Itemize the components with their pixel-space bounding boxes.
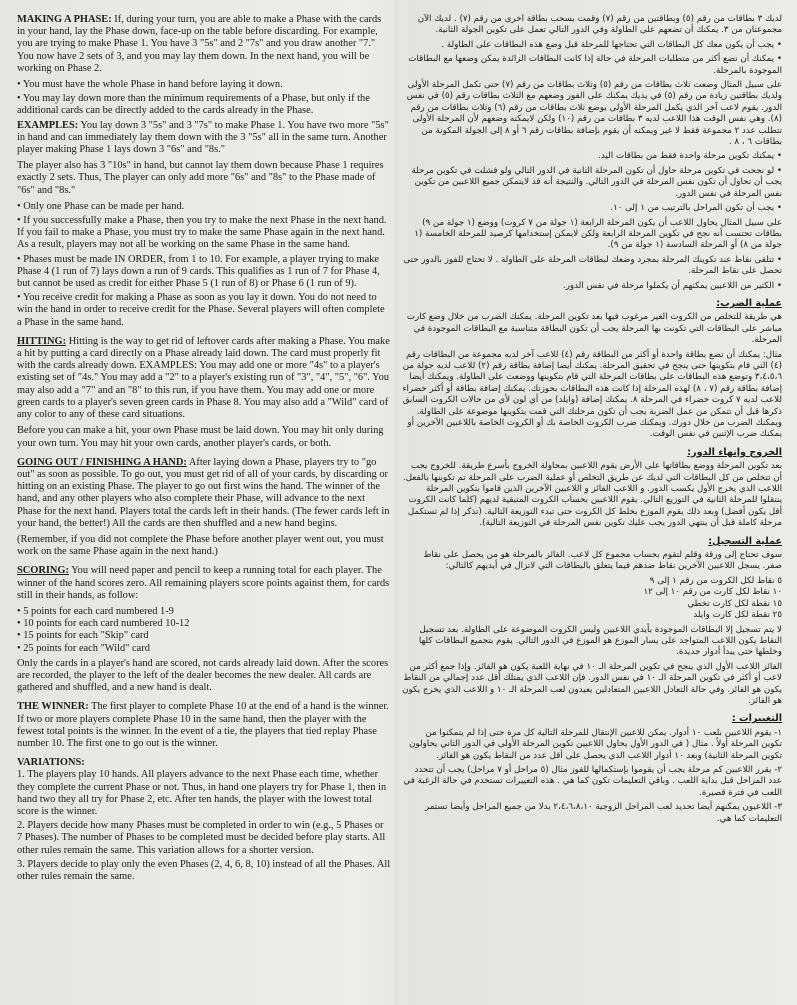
- arabic-scoring-1: سوف تحتاج إلى ورقة وقلم لتقوم بحساب مجموع كل لاعب. الفائز بالمرحلة هو من يحصل على نقاط صفر. يسجل اللاعبين الآخرين نقاط ضدهم فيما يتعلق بالبطاقات التي لاتزال في أيديهم كالتالي:: [423, 550, 782, 572]
- arabic-hitting-heading: عملية الضرب:: [716, 297, 782, 309]
- list-item: ١٠ نقاط لكل كارت من رقم ١٠ إلى ١٢: [643, 587, 782, 598]
- winner-section: [17, 701, 391, 750]
- going-out-note: (Remember, if you did not complete the Phase before another player went out, you must work on the same Phase again in the next hand.): [17, 533, 384, 558]
- scoring-text-1: You will need paper and pencil to keep a running total for each player. The: [71, 565, 382, 577]
- arabic-variation-1: ١- يقوم اللاعبين بلعب ١٠ أدوار. يمكن للاعبين الإنتقال للمرحلة التالية كل مرة حتى إذا لم يتمكنوا من تكوين المرحلة أولاً . مثال ( في الدور الأول يحاول اللاعبين تكوين المرحلة الأولى في الدور الثاني يحاولون تكوين المرحلة الثانية) وبعد ١٠ أدوار اللاعب الذي يحصل على أقل عدد من النقاط يكون هو الفائز.: [409, 727, 782, 761]
- going-out-text: After laying down a Phase, players try to "go out" as soon as possible. To go out, you must get rid of all of your cards, by discarding or hitting on an existing Phase. The player to go out first wins the hand. The winner of the hand, and any other players who also complete their Phase, will advance to the next Phase for the next hand. Players total the cards left in their hands. (The fewer cards left in your hand, the better!) All the cards are then shuffled and a new hand begins.: [17, 456, 390, 529]
- variations-section: [17, 757, 391, 883]
- arabic-para-7: • يجب أن تكون المراحل بالترتيب من ١ إلى ١٠.: [610, 203, 782, 214]
- list-item: • 10 points for each card numbered 10-12: [17, 618, 190, 630]
- making-phase-intro: If, during your turn, you are able to make a Phase with the cards in your hand, lay the Phase down, face-up on the table before discarding. For example, you are trying to make Phase 1. You have 3 "5s" and 2 "7s" and you draw another "7." You now have 2 sets of 3, and you may lay them down. In the next hand, you will be working on Phase 2.: [17, 14, 382, 74]
- going-out-section: [17, 457, 391, 559]
- making-phase-bullet-1: • You must have the whole Phase in hand before laying it down.: [17, 79, 283, 91]
- winner-text: The first player to complete Phase 10 at the end of a hand is the winner. If two or more players complete Phase 10 in the same hand, then the player with the fewest total points is the winner. In the event of a tie, the players that tied replay Phase number 10. The first one to go out is the winner.: [17, 701, 389, 749]
- arabic-going-out-heading: الخروج وإنهاء الدور:: [687, 446, 782, 458]
- scoring-para-2: Only the cards in a player's hand are scored, not cards already laid down. After the scores are recorded, the player to the left of the dealer becomes the new dealer. All cards are gathered and shuffled, and a new hand is dealt.: [17, 657, 389, 694]
- list-item: ٢٥ نقطة لكل كارت وايلد: [693, 610, 782, 621]
- arabic-para-6: • لو نجحت في تكوين مرحلة حاول أن تكون المرحلة الثانية في الدور التالي ولو فشلت في تكوين مرحلة يجب أن تحاول أن تكون نفس المرحلة في الدور التالي. والنتيجة أنه قد لايتمكن جميع اللاعبين من تكوين نفس المرحلة في نفس الدور.: [411, 165, 782, 199]
- making-phase-bullet-3: • Only one Phase can be made per hand.: [17, 200, 185, 212]
- list-item: ٥ نقاط لكل الكروت من رقم ١ إلى ٩: [649, 575, 782, 586]
- arabic-para-8: على سبيل المثال يحاول اللاعب أن يكون المرحلة الرابعة (١ جولة من ٧ كروت) ووضع (١ جولة من ٩) بطاقات تحتسب أنه نجح في تكوين المرحلة الرابعة ولكن لايمكن إستخدامها كرصيد للمرحلة الخامسة (١ جولة من ٨) أو المرحلة السادسة (١ جولة من ٩).: [414, 217, 782, 251]
- arabic-hitting-1: هي طريقة للتخلص من الكروت الغير مرغوب فيها بعد تكوين المرحلة. يمكنك الضرب من خلال وضع كارت مباشر على البطاقات التي تكونت بها المرحلة يجب أن تكون البطاقة متناسبة مع البطاقات الموجودة في المرحلة.: [406, 312, 782, 346]
- arabic-para-9: • تتلقى نقاط عند تكوينك المرحلة بمجرد وضعك لبطاقات المرحلة على الطاولة . لا تحتاج للفوز بالدور حتى تحصل على نقاط المرحلة.: [403, 254, 782, 277]
- making-phase-bullet-4: • If you successfully make a Phase, then you try to make the next Phase in the next hand. If you fail to make a Phase, you must try to make the same Phase again in the next hand. As a result, players may not all be working on the same Phase in the same hand.: [17, 215, 387, 251]
- going-out-heading: GOING OUT / FINISHING A HAND:: [17, 456, 187, 468]
- winner-heading: THE WINNER:: [17, 701, 89, 713]
- hitting-para-2: Before you can make a hit, your own Phase must be laid down. You may hit only during your own turn. You may hit your own cards, another player's cards, or both.: [17, 425, 384, 449]
- scoring-list: [17, 606, 391, 655]
- arabic-scoring-heading: عملية التسجيل:: [708, 535, 782, 547]
- arabic-variation-2: ٢- يقرر اللاعبين كم مرحلة يجب أن يقوموا بإستكمالها للفوز مثال (٥ مراحل أو ٧ مراحل) يجب أن تتحدد عدد المراحل قبل بداية اللعب . وباقي التعليمات تكون كما هي . هذه التغييرات تستخدم في حالة الرغبة في اللعب في فترة قصيرة.: [403, 764, 782, 798]
- hitting-heading: HITTING:: [17, 335, 67, 347]
- arabic-para-10: • الكثير من اللاعبين يمكنهم أن يكملوا مرحلة في نفس الدور.: [562, 280, 782, 291]
- examples-label: EXAMPLES:: [17, 119, 79, 131]
- arabic-para-2: • يجب أن يكون معك كل البطاقات التي تحتاجها للمرحلة قبل وضع هذه البطاقات على الطاولة .: [441, 39, 782, 50]
- arabic-para-4: على سبيل المثال وضعت ثلاث بطاقات من رقم (٥) وثلاث بطاقات من رقم (٧) حتى تكمل المرحلة الأولى ولديك بطاقتين زيادة من رقم (٥) في يديك يمكنك على الفور وضعهم مع الثلاث بطاقات رقم (٥) في نفس الدور. يقوم لاعب آخر الذي يكمل المرحلة الأولى بوضع ثلاث بطاقات من رقم (٦) وثلاث بطاقات من رقم (٨). وهي نفس الوقت هذا اللاعب لديه ٣ بطاقات من رقم (١٠) ولكن لايمكنه وضعهم لأن المرحلة الأولى تتطلب عدد ٢ مجموعة فقط لا غير ويمكنه أن يقوم بإضافة بطاقات رقم ٦ أو ٨ إلى الجولة المكونة من بطاقات ٦ ، ٨ .: [406, 80, 782, 148]
- arabic-scoring-2: لا يتم تسجيل إلا البطاقات الموجودة بأيدي اللاعبين وليس الكروت الموضوعة على الطاولة. بعد تسجيل النقاط يكون اللاعب المتواجد على يسار الموزع هو الموزع في الدور التالي. يقوم بتجميع البطاقات كلها وخلطها حتى يبدأ أدوار جديدة.: [418, 624, 782, 658]
- list-item: ١٥ نقطة لكل كارت تخطي: [687, 598, 782, 609]
- arabic-para-3: • يمكنك أن تضع أكثر من متطلبات المرحلة في حالة إذا كانت البطاقات الزائدة يمكن وضعها مع البطاقات الموجودة بالمرحلة.: [408, 54, 782, 76]
- arabic-rules-column: [402, 14, 782, 999]
- scoring-heading: SCORING:: [17, 565, 69, 577]
- hitting-section: [17, 336, 391, 450]
- arabic-scoring-list: [402, 576, 782, 622]
- arabic-para-1: لديك ٣ بطاقات من رقم (٥) وبطاقتين من رقم (٧) وقمت بسحب بطاقة أخرى من رقم (٧) . لديك الآن مجموعتان من ٣. يمكنك أن تضعهم على الطاولة وفي الدور التالي تعمل على تكوين الجولة الثانية.: [417, 14, 782, 36]
- making-phase-heading: MAKING A PHASE:: [17, 14, 112, 25]
- making-phase-bullet-2: • You may lay down more than the minimum requirements of a Phase, but only if the additional cards can be directly added to the cards already in the Phase.: [17, 93, 370, 117]
- arabic-going-out-1: بعد تكوين المرحلة ووضع بطاقاتها على الأرض يقوم اللاعبين بمحاولة الخروج بأسرع طريقة. للخروج يجب أن تتخلص من كل البطاقات التي لديك عن طريق التخلص أو عملية الضرب على المرحلة تم تكوينها بالفعل. اللاعب الذي يخرج الأول يكسب الدور. و اللاعب الفائز و اللاعبين الآخرين الذين قاموا بتكوين المرحلة ينتقلوا للمرحلة الثانية في التوزيع التالي. يقوم اللاعبين بحساب الكروت المتبقية لديهم (كلما كانت الكروت أقل يكون أفضل) وبعد ذلك يقوم الموزع بخلط كل الكروت حتى تبدء التوزيعة التالية. (تذكر إذا لم تستكمل مرحلة كاملة قبل أن ينتهي الدور يجب عليك تكوين نفس المرحلة في التوزيعة التالية).: [402, 461, 782, 529]
- variations-heading: VARIATIONS:: [17, 757, 85, 769]
- hitting-text: Hitting is the way to get rid of leftover cards after making a Phase. You make a hit by putting a card directly on a Phase already laid down. The card must properly fit with the cards already down. EXAMPLES: You may add one or more "4s" to a player's existing set of "4s." You may add a "2" to a player's existing run of "3", "4", "5", "6". You may also add a "7" and an "8" to this run, if you have them. You may add one or more green cards to a player's seven green cards in Phase 8. You may also add a "Wild" card of any color to any of these card situations.: [17, 335, 390, 421]
- list-item: • 5 points for each card numbered 1-9: [17, 605, 174, 617]
- arabic-para-5: • يمكنك تكوين مرحلة واحدة فقط من بطاقات اليد.: [598, 151, 782, 162]
- arabic-variation-3: ٣- اللاعبون يمكنهم أيضا تحديد لعب المراحل الزوجية ٢،٤،٦،٨،١٠ بدلا من جميع المراحل وأيضا تستمر التعليمات كما هي.: [424, 802, 782, 824]
- making-phase-examples: You lay down 3 "5s" and 3 "7s" to make Phase 1. You have two more "5s" in hand and can immediately lay them down with the 3 "5s" all in the same turn. Another player making Phase 1 lays down 3 "6s" and "8s.": [17, 119, 389, 156]
- making-phase-bullet-6: • You receive credit for making a Phase as soon as you lay it down. You do not need to win the hand in order to receive credit for the Phase. Several players will often complete a Phase in the same hand.: [17, 292, 385, 328]
- making-phase-section: [17, 14, 391, 329]
- making-phase-para-2: The player also has 3 "10s" in hand, but cannot lay them down because Phase 1 requires exactly 2 sets. Thus, The player can only add more "6s" and "8s" to the Phase made of "6s" and "8s.": [17, 160, 384, 196]
- variation-1: 1. The players play 10 hands. All players advance to the next Phase each time, whether they complete the current Phase or not. Thus, in hand one players try for Phase 1, then in hand two they all try for Phase 2, etc. After ten hands, the player with the lowest total score is the winner.: [17, 769, 387, 817]
- arabic-variations-heading: التغييرات :: [731, 713, 782, 725]
- list-item: • 15 points for each "Skip" card: [17, 630, 149, 642]
- arabic-winner: الفائز اللاعب الأول الذي ينجح في تكوين المرحلة الـ ١٠ في نهاية اللعبة يكون هو الفائز. وإذا جمع أكثر من لاعب أو أكثر في تكوين المرحلة الـ ١٠ في نفس الدور. فإن اللاعب الذي يمتلك أقل عدد إجمالي من النقاط يكون هو الفائز. وفي حالة التعادل اللاعبين المتعادلين يعيدون لعب المرحلة الـ ١٠ و اللاعب الذي يخرج يكون هو الفائز.: [402, 661, 782, 706]
- variation-3: 3. Players decide to play only the even Phases (2, 4, 6, 8, 10) instead of all the Phases. All other rules remain the same.: [17, 858, 391, 882]
- list-item: • 25 points for each "Wild" card: [17, 642, 150, 654]
- variation-2: 2. Players decide how many Phases must be completed in order to win (e.g., 5 Phases or 7 Phases). The number of Phases to be completed must be decided before play starts. All other rules remain the same. This variation allows for a shorter version.: [17, 820, 386, 856]
- arabic-hitting-2: مثال: يمكنك أن تضع بطاقة واحدة أو أكثر من البطاقة رقم (٤) للاعب آخر لديه مجموعة من البطاقات رقم (٤) التي قام بتكوينها حتى ينجح في تحقيق المرحلة. يمكنك أيضا إضافة بطاقة رقم (٢) للاعب لديه جولة من ٣،٤،٥،٦ وتوضع هذه البطاقات على بطاقات المرحلة التي قام بتكوينها ووضعت على الطاولة. ويمكنك أيضا إضافة بطاقة رقم (٧ ، ٨) لهذه المرحلة إذا كانت هذه البطاقات بحوزتك. يمكنك إضافة بطاقة أو أكثر خضراء للاعب لديه ٧ كروت خضراء في المرحلة ٨. يمكنك إضافة (وايلد) من أي لون لأي من حالات الكروت السابق ذكرها قبل أن تتمكن من عمل الضربة يجب أن تكون مرحلتك التي قمت بتكوينها موضوعة على الطاولة. ويمكنك الضرب من خلال دورك. ويمكنك ضرب الكروت الخاصة بك أو الكروت الخاصة باللاعبين الآخرين أو يمكنك ضرب الإثنين في نفس الوقت.: [402, 349, 782, 440]
- making-phase-bullet-5: • Phases must be made IN ORDER, from 1 to 10. For example, a player trying to make Phase 4 (1 run of 7) lays down a run of 9 cards. This qualifies as 1 run of 7 for Phase 4, but cannot be used as credit for either Phase 5 (1 run of 8) or Phase 6 (1 run of 9).: [17, 253, 380, 290]
- page-fold-divider: [395, 0, 398, 1005]
- scoring-text-2: winner of the hand scores zero. All remaining players score points against them, for cards still in their hands, as follow:: [17, 577, 390, 601]
- english-rules-column: [17, 14, 391, 999]
- scoring-section: [17, 565, 391, 694]
